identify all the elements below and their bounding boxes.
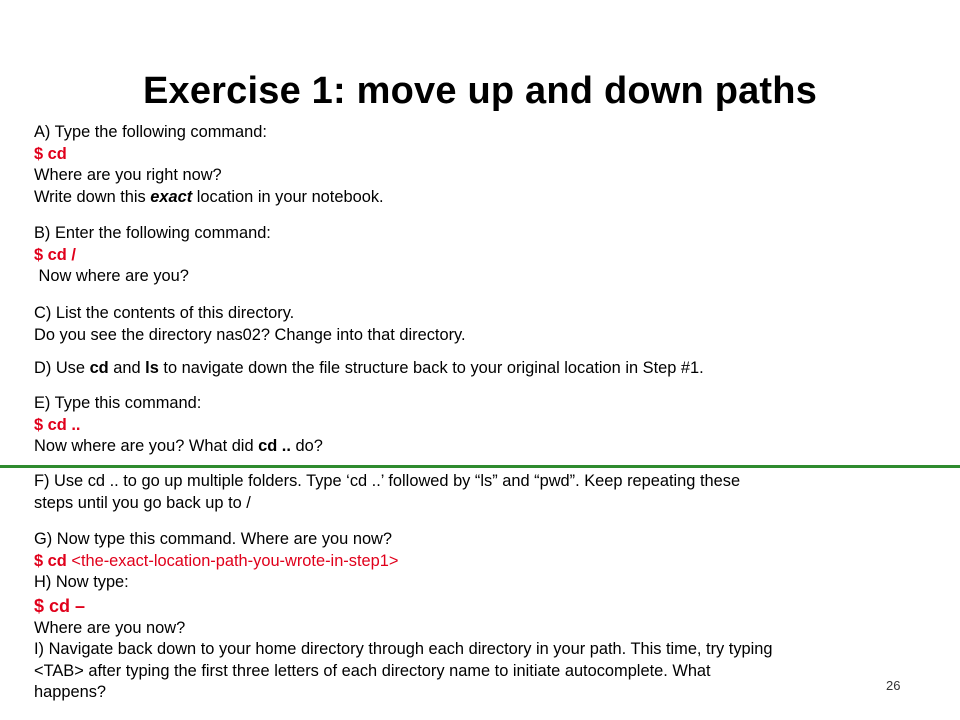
step-g bbox=[34, 529, 904, 704]
page-number: 26 bbox=[886, 678, 901, 693]
step-a-command: $ cd bbox=[34, 144, 67, 163]
step-b-command: $ cd / bbox=[34, 245, 76, 264]
step-i-line2: <TAB> after typing the first three letters of each directory name to initiate autocomplete. What bbox=[34, 661, 711, 680]
step-g-command-prefix: $ cd bbox=[34, 551, 67, 570]
step-c bbox=[34, 303, 904, 346]
step-b-question: Now where are you? bbox=[34, 267, 189, 285]
slide-title: Exercise 1: move up and down paths bbox=[142, 70, 818, 112]
step-d-text bbox=[34, 358, 904, 380]
step-g-command-arg: <the-exact-location-path-you-wrote-in-step1> bbox=[66, 551, 399, 570]
step-c-line1: C) List the contents of this directory. bbox=[34, 304, 295, 322]
step-d bbox=[34, 358, 904, 380]
step-a-instruction-emphasis: exact bbox=[150, 187, 193, 206]
step-c-line2: Do you see the directory nas02? Change into that directory. bbox=[34, 325, 466, 344]
step-a-instruction-post: location in your notebook. bbox=[192, 187, 384, 206]
step-g-command bbox=[34, 551, 904, 573]
step-b bbox=[34, 223, 904, 288]
step-d-post: to navigate down the file structure back to your original location in Step #1. bbox=[158, 359, 704, 377]
step-i-line3: happens? bbox=[34, 683, 107, 701]
step-h-command: $ cd – bbox=[34, 595, 86, 616]
step-a bbox=[34, 122, 904, 208]
step-e-question-pre: Now where are you? What did bbox=[34, 437, 259, 455]
step-a-intro: A) Type the following command: bbox=[34, 123, 267, 141]
step-h-intro: H) Now type: bbox=[34, 573, 129, 591]
step-a-instruction bbox=[34, 187, 904, 209]
step-a-instruction-pre: Write down this bbox=[34, 187, 151, 206]
step-f-line1: F) Use cd .. to go up multiple folders. Type ‘cd ..’ followed by “ls” and “pwd”. Keep repeating these bbox=[34, 472, 741, 490]
step-d-pre: D) Use bbox=[34, 359, 90, 377]
step-b-intro: B) Enter the following command: bbox=[34, 224, 271, 242]
divider-line bbox=[0, 465, 960, 468]
step-i-line1: I) Navigate back down to your home directory through each directory in your path. This time, try typing bbox=[34, 640, 773, 658]
step-e-question bbox=[34, 436, 904, 458]
step-d-ls: ls bbox=[145, 359, 159, 377]
step-f bbox=[34, 471, 904, 514]
step-e-question-cmd: cd .. bbox=[258, 437, 291, 455]
step-h-question: Where are you now? bbox=[34, 618, 186, 637]
step-f-line2: steps until you go back up to / bbox=[34, 493, 251, 512]
step-d-and: and bbox=[108, 359, 146, 377]
step-d-cd: cd bbox=[89, 359, 109, 377]
step-e-intro: E) Type this command: bbox=[34, 394, 202, 412]
step-e-question-post: do? bbox=[290, 437, 323, 455]
step-g-intro: G) Now type this command. Where are you now? bbox=[34, 530, 393, 548]
step-a-question: Where are you right now? bbox=[34, 166, 222, 184]
step-e bbox=[34, 393, 904, 458]
step-e-command: $ cd .. bbox=[34, 415, 81, 434]
